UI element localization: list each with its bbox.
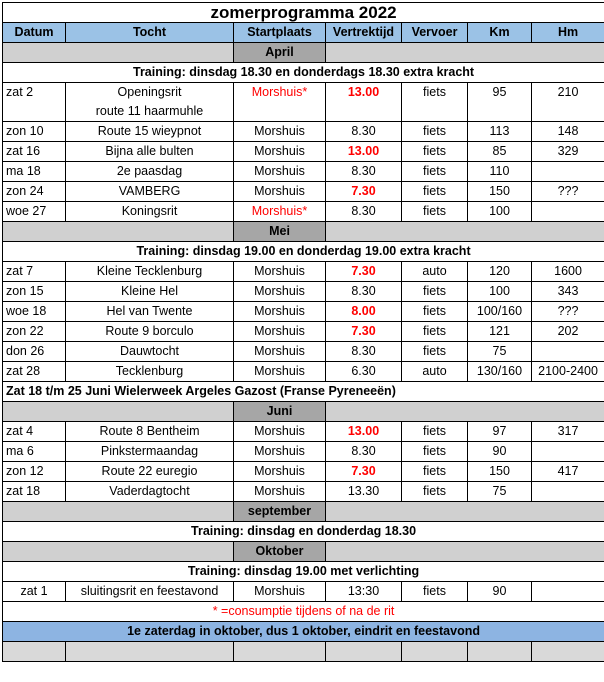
table-row: zat 4 Route 8 Bentheim Morshuis 13.00 fiets 97 317: [3, 422, 604, 442]
header-row: [3, 23, 604, 43]
training-april: Training: dinsdag 18.30 en donderdags 18.30 extra kracht: [3, 63, 604, 83]
table-row: woe 18 Hel van Twente Morshuis 8.00 fiets 100/160 ???: [3, 302, 604, 322]
table-row: zon 10 Route 15 wieypnot Morshuis 8.30 fiets 113 148: [3, 122, 604, 142]
table-row: zon 22 Route 9 borculo Morshuis 7.30 fiets 121 202: [3, 322, 604, 342]
table-row: zon 15 Kleine Hel Morshuis 8.30 fiets 100 343: [3, 282, 604, 302]
table-row: woe 27 Koningsrit Morshuis* 8.30 fiets 100: [3, 202, 604, 222]
training-september: Training: dinsdag en donderdag 18.30: [3, 522, 604, 542]
footer-banner: 1e zaterdag in oktober, dus 1 oktober, eindrit en feestavond: [3, 622, 604, 642]
table-row: zat 2 Openingsrit route 11 haarmuhle Morshuis* 13.00 fiets 95 210: [3, 83, 604, 122]
empty-row: [3, 642, 604, 662]
training-oktober: Training: dinsdag 19.00 met verlichting: [3, 562, 604, 582]
month-row-mei: [3, 222, 604, 242]
month-label-september: september: [234, 502, 326, 522]
table-row: zat 18 Vaderdagtocht Morshuis 13.30 fiets 75: [3, 482, 604, 502]
month-row-september: [3, 502, 604, 522]
table-row: don 26 Dauwtocht Morshuis 8.30 fiets 75: [3, 342, 604, 362]
table-row: ma 18 2e paasdag Morshuis 8.30 fiets 110: [3, 162, 604, 182]
table-row: zat 16 Bijna alle bulten Morshuis 13.00 fiets 85 329: [3, 142, 604, 162]
table-row: zat 7 Kleine Tecklenburg Morshuis 7.30 auto 120 1600: [3, 262, 604, 282]
month-row-juni: [3, 402, 604, 422]
header-tocht: Tocht: [66, 23, 234, 43]
table-row: zon 24 VAMBERG Morshuis 7.30 fiets 150 ???: [3, 182, 604, 202]
page-title: zomerprogramma 2022: [3, 3, 604, 23]
training-mei: Training: dinsdag 19.00 en donderdag 19.00 extra kracht: [3, 242, 604, 262]
table-row: zon 12 Route 22 euregio Morshuis 7.30 fiets 150 417: [3, 462, 604, 482]
table-row: zat 1 sluitingsrit en feestavond Morshuis 13:30 fiets 90: [3, 582, 604, 602]
schedule-table: [2, 2, 604, 662]
consumption-note: * =consumptie tijdens of na de rit: [3, 602, 604, 622]
header-km: Km: [468, 23, 532, 43]
wielerweek-note: Zat 18 t/m 25 Juni Wielerweek Argeles Gazost (Franse Pyreneeën): [3, 382, 604, 402]
table-row: zat 28 Tecklenburg Morshuis 6.30 auto 130/160 2100-2400: [3, 362, 604, 382]
header-hm: Hm: [532, 23, 604, 43]
month-row-april: [3, 43, 604, 63]
table-row: ma 6 Pinkstermaandag Morshuis 8.30 fiets 90: [3, 442, 604, 462]
month-row-oktober: [3, 542, 604, 562]
header-vertrektijd: Vertrektijd: [326, 23, 402, 43]
month-label-april: April: [234, 43, 326, 63]
header-startplaats: Startplaats: [234, 23, 326, 43]
month-label-juni: Juni: [234, 402, 326, 422]
header-datum: Datum: [3, 23, 66, 43]
header-vervoer: Vervoer: [402, 23, 468, 43]
month-label-mei: Mei: [234, 222, 326, 242]
month-label-oktober: Oktober: [234, 542, 326, 562]
